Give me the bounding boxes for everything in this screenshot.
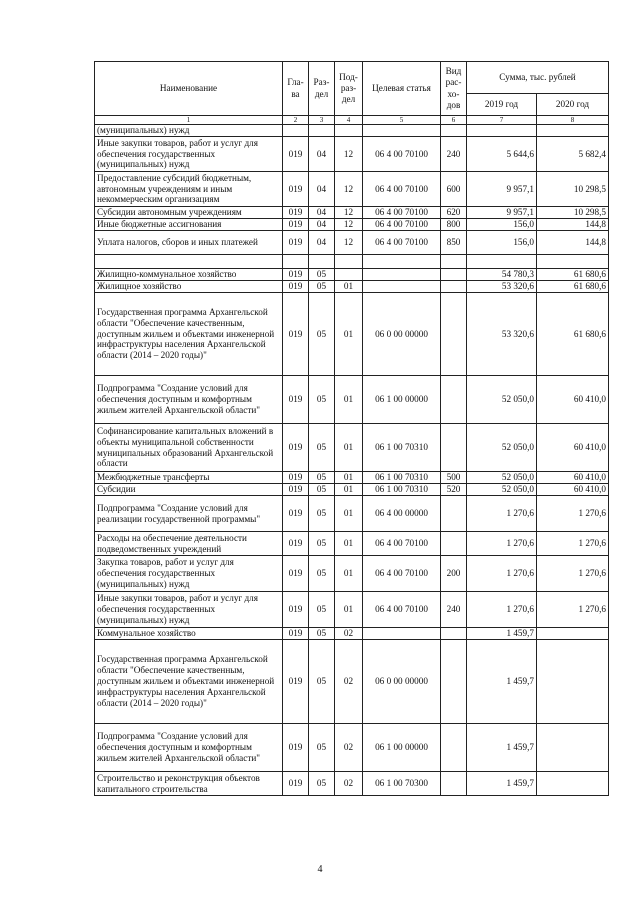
row-glava: 019: [283, 640, 309, 724]
row-vid: [441, 640, 467, 724]
row-sum-2019: 1 270,6: [467, 532, 537, 556]
row-name: Подпрограмма "Создание условий для обеспечения доступным и комфортным жильем жителей Архангельской области": [95, 376, 283, 424]
row-target: 06 4 00 70100: [363, 172, 441, 207]
row-razdel: 05: [309, 293, 335, 376]
row-sum-2019: 52 050,0: [467, 484, 537, 496]
row-podrazdel: 12: [335, 172, 363, 207]
row-name: Субсидии: [95, 484, 283, 496]
table-body: [95, 125, 609, 796]
row-podrazdel: 02: [335, 772, 363, 796]
row-podrazdel: 12: [335, 231, 363, 255]
row-sum-2019: 52 050,0: [467, 376, 537, 424]
row-sum-2019: [467, 125, 537, 137]
row-name: Софинансирование капитальных вложений в объекты муниципальной собственности муниципальных образований Архангельской области: [95, 424, 283, 472]
row-glava: 019: [283, 281, 309, 293]
row-sum-2020: [537, 125, 609, 137]
row-vid: [441, 772, 467, 796]
table-row: [95, 724, 609, 772]
table-row: [95, 269, 609, 281]
row-podrazdel: [335, 125, 363, 137]
row-sum-2020: 1 270,6: [537, 556, 609, 592]
row-razdel: 05: [309, 628, 335, 640]
row-glava: 019: [283, 231, 309, 255]
row-vid: [441, 724, 467, 772]
row-target: 06 4 00 70100: [363, 592, 441, 628]
row-name: Жилищно-коммунальное хозяйство: [95, 269, 283, 281]
row-glava: 019: [283, 556, 309, 592]
row-name: Межбюджетные трансферты: [95, 472, 283, 484]
row-sum-2020: 144,8: [537, 219, 609, 231]
row-name: Иные закупки товаров, работ и услуг для обеспечения государственных (муниципальных) нужд: [95, 137, 283, 172]
row-target: 06 1 00 00000: [363, 724, 441, 772]
row-podrazdel: 01: [335, 424, 363, 472]
row-sum-2020: 1 270,6: [537, 496, 609, 532]
row-sum-2019: 1 270,6: [467, 592, 537, 628]
row-name: Предоставление субсидий бюджетным, автономным учреждениям и иным некоммерческим организациям: [95, 172, 283, 207]
row-glava: 019: [283, 724, 309, 772]
row-sum-2019: 54 780,3: [467, 269, 537, 281]
row-sum-2019: 5 644,6: [467, 137, 537, 172]
row-podrazdel: [335, 255, 363, 269]
row-target: 06 4 00 00000: [363, 496, 441, 532]
row-razdel: 04: [309, 207, 335, 219]
row-target: 06 1 00 70310: [363, 472, 441, 484]
row-target: 06 4 00 70100: [363, 532, 441, 556]
row-podrazdel: 12: [335, 137, 363, 172]
row-name: Субсидии автономным учреждениям: [95, 207, 283, 219]
row-sum-2020: 60 410,0: [537, 472, 609, 484]
column-index: 6: [441, 116, 467, 125]
row-sum-2020: [537, 640, 609, 724]
row-name: Иные закупки товаров, работ и услуг для обеспечения государственных (муниципальных) нужд: [95, 592, 283, 628]
header-glava: Гла-ва: [283, 62, 309, 116]
row-sum-2020: [537, 255, 609, 269]
row-razdel: 05: [309, 376, 335, 424]
row-vid: 600: [441, 172, 467, 207]
row-razdel: 05: [309, 640, 335, 724]
header-target: Целевая статья: [363, 62, 441, 116]
row-sum-2020: 1 270,6: [537, 532, 609, 556]
row-glava: [283, 125, 309, 137]
row-podrazdel: 01: [335, 496, 363, 532]
row-sum-2020: [537, 724, 609, 772]
row-vid: 520: [441, 484, 467, 496]
row-target: [363, 125, 441, 137]
row-target: 06 4 00 70100: [363, 231, 441, 255]
row-name: Закупка товаров, работ и услуг для обеспечения государственных (муниципальных) нужд: [95, 556, 283, 592]
table-row: [95, 219, 609, 231]
row-glava: 019: [283, 628, 309, 640]
row-razdel: 05: [309, 772, 335, 796]
row-razdel: 05: [309, 496, 335, 532]
row-razdel: 05: [309, 472, 335, 484]
row-sum-2020: 144,8: [537, 231, 609, 255]
row-podrazdel: 01: [335, 376, 363, 424]
row-target: [363, 628, 441, 640]
row-sum-2019: 1 459,7: [467, 640, 537, 724]
row-razdel: 05: [309, 281, 335, 293]
row-sum-2020: 60 410,0: [537, 424, 609, 472]
row-sum-2020: 61 680,6: [537, 281, 609, 293]
header-razdel: Раз-дел: [309, 62, 335, 116]
row-podrazdel: 01: [335, 472, 363, 484]
row-glava: 019: [283, 472, 309, 484]
row-target: 06 4 00 70100: [363, 137, 441, 172]
row-sum-2020: 5 682,4: [537, 137, 609, 172]
table-row: [95, 231, 609, 255]
row-sum-2020: 61 680,6: [537, 293, 609, 376]
row-target: [363, 269, 441, 281]
row-sum-2020: [537, 772, 609, 796]
row-glava: 019: [283, 137, 309, 172]
row-sum-2019: 52 050,0: [467, 472, 537, 484]
column-index: 2: [283, 116, 309, 125]
table-row: [95, 628, 609, 640]
row-target: 06 1 00 70300: [363, 772, 441, 796]
header-year-2019: 2019 год: [467, 94, 537, 116]
table-row: [95, 640, 609, 724]
row-razdel: 04: [309, 219, 335, 231]
row-razdel: 05: [309, 484, 335, 496]
row-glava: 019: [283, 532, 309, 556]
row-name: (муниципальных) нужд: [95, 125, 283, 137]
column-index: 1: [95, 116, 283, 125]
row-vid: [441, 424, 467, 472]
row-glava: 019: [283, 269, 309, 281]
row-podrazdel: 01: [335, 281, 363, 293]
column-index: 5: [363, 116, 441, 125]
table-row: [95, 376, 609, 424]
row-sum-2019: 1 459,7: [467, 628, 537, 640]
row-sum-2020: 10 298,5: [537, 207, 609, 219]
header-podrazdel: Под-раз-дел: [335, 62, 363, 116]
row-target: [363, 255, 441, 269]
row-sum-2019: 156,0: [467, 231, 537, 255]
row-sum-2019: 52 050,0: [467, 424, 537, 472]
table-row: [95, 125, 609, 137]
row-podrazdel: 02: [335, 640, 363, 724]
row-sum-2019: 1 459,7: [467, 724, 537, 772]
row-vid: [441, 255, 467, 269]
row-target: [363, 281, 441, 293]
row-name: Коммунальное хозяйство: [95, 628, 283, 640]
table-row: [95, 137, 609, 172]
row-podrazdel: [335, 269, 363, 281]
row-glava: 019: [283, 424, 309, 472]
row-podrazdel: 12: [335, 219, 363, 231]
row-glava: 019: [283, 219, 309, 231]
row-sum-2020: 10 298,5: [537, 172, 609, 207]
row-glava: [283, 255, 309, 269]
row-podrazdel: 01: [335, 484, 363, 496]
row-razdel: 05: [309, 556, 335, 592]
row-target: 06 4 00 70100: [363, 556, 441, 592]
row-target: 06 4 00 70100: [363, 219, 441, 231]
row-vid: 800: [441, 219, 467, 231]
table-row: [95, 293, 609, 376]
row-sum-2019: 9 957,1: [467, 172, 537, 207]
row-razdel: 04: [309, 231, 335, 255]
row-vid: [441, 496, 467, 532]
row-glava: 019: [283, 484, 309, 496]
header-sum: Сумма, тыс. рублей: [467, 62, 609, 94]
row-vid: [441, 125, 467, 137]
row-name: Расходы на обеспечение деятельности подведомственных учреждений: [95, 532, 283, 556]
row-podrazdel: 02: [335, 724, 363, 772]
row-vid: 500: [441, 472, 467, 484]
row-vid: [441, 532, 467, 556]
row-vid: 240: [441, 137, 467, 172]
row-glava: 019: [283, 376, 309, 424]
row-name: Жилищное хозяйство: [95, 281, 283, 293]
row-target: 06 0 00 00000: [363, 293, 441, 376]
row-podrazdel: 02: [335, 628, 363, 640]
row-razdel: 05: [309, 269, 335, 281]
table-row: [95, 592, 609, 628]
row-sum-2019: 9 957,1: [467, 207, 537, 219]
row-name: Подпрограмма "Создание условий для обеспечения доступным и комфортным жильем жителей Архангельской области": [95, 724, 283, 772]
table-row: [95, 281, 609, 293]
row-name: [95, 255, 283, 269]
row-podrazdel: 01: [335, 293, 363, 376]
row-name: Государственная программа Архангельской области "Обеспечение качественным, доступным жильем и объектами инженерной инфраструктуры населения Архангельской области (2014 – 2020 годы)": [95, 293, 283, 376]
row-sum-2019: 53 320,6: [467, 293, 537, 376]
row-vid: [441, 293, 467, 376]
header-name: Наименование: [95, 62, 283, 116]
row-sum-2020: 61 680,6: [537, 269, 609, 281]
row-name: Иные бюджетные ассигнования: [95, 219, 283, 231]
row-sum-2020: 1 270,6: [537, 592, 609, 628]
row-vid: 850: [441, 231, 467, 255]
row-glava: 019: [283, 293, 309, 376]
row-sum-2019: 156,0: [467, 219, 537, 231]
row-target: 06 4 00 70100: [363, 207, 441, 219]
table-row: [95, 532, 609, 556]
row-razdel: 05: [309, 724, 335, 772]
row-target: 06 1 00 70310: [363, 424, 441, 472]
header-year-2020: 2020 год: [537, 94, 609, 116]
row-name: Строительство и реконструкция объектов капитального строительства: [95, 772, 283, 796]
row-vid: [441, 628, 467, 640]
table-row: [95, 255, 609, 269]
row-podrazdel: 12: [335, 207, 363, 219]
row-sum-2020: 60 410,0: [537, 376, 609, 424]
column-index: 8: [537, 116, 609, 125]
row-target: 06 0 00 00000: [363, 640, 441, 724]
row-glava: 019: [283, 172, 309, 207]
row-target: 06 1 00 00000: [363, 376, 441, 424]
table-row: [95, 207, 609, 219]
table-row: [95, 424, 609, 472]
row-vid: [441, 376, 467, 424]
row-sum-2019: [467, 255, 537, 269]
row-sum-2019: 1 270,6: [467, 556, 537, 592]
row-vid: [441, 281, 467, 293]
table-row: [95, 484, 609, 496]
row-name: Уплата налогов, сборов и иных платежей: [95, 231, 283, 255]
row-razdel: 05: [309, 532, 335, 556]
row-sum-2019: 1 270,6: [467, 496, 537, 532]
row-glava: 019: [283, 207, 309, 219]
row-sum-2019: 1 459,7: [467, 772, 537, 796]
row-glava: 019: [283, 592, 309, 628]
table-row: [95, 172, 609, 207]
table-row: [95, 772, 609, 796]
page-number: 4: [317, 864, 323, 875]
table-row: [95, 472, 609, 484]
column-index: 7: [467, 116, 537, 125]
table-row: [95, 556, 609, 592]
row-podrazdel: 01: [335, 556, 363, 592]
column-index: 4: [335, 116, 363, 125]
budget-table: [94, 61, 609, 796]
row-razdel: 04: [309, 172, 335, 207]
row-podrazdel: 01: [335, 532, 363, 556]
row-sum-2020: [537, 628, 609, 640]
row-name: Подпрограмма "Создание условий для реализации государственной программы": [95, 496, 283, 532]
row-glava: 019: [283, 772, 309, 796]
column-index-row: [95, 116, 609, 125]
row-vid: [441, 269, 467, 281]
row-podrazdel: 01: [335, 592, 363, 628]
row-sum-2020: 60 410,0: [537, 484, 609, 496]
row-razdel: 05: [309, 592, 335, 628]
row-sum-2019: 53 320,6: [467, 281, 537, 293]
row-target: 06 1 00 70310: [363, 484, 441, 496]
table-row: [95, 496, 609, 532]
row-name: Государственная программа Архангельской области "Обеспечение качественным, доступным жильем и объектами инженерной инфраструктуры населения Архангельской области (2014 – 2020 годы)": [95, 640, 283, 724]
row-glava: 019: [283, 496, 309, 532]
column-index: 3: [309, 116, 335, 125]
row-vid: 620: [441, 207, 467, 219]
row-vid: 240: [441, 592, 467, 628]
row-razdel: [309, 255, 335, 269]
row-vid: 200: [441, 556, 467, 592]
header-vid: Вид рас-хо-дов: [441, 62, 467, 116]
row-razdel: 04: [309, 137, 335, 172]
row-razdel: 05: [309, 424, 335, 472]
row-razdel: [309, 125, 335, 137]
